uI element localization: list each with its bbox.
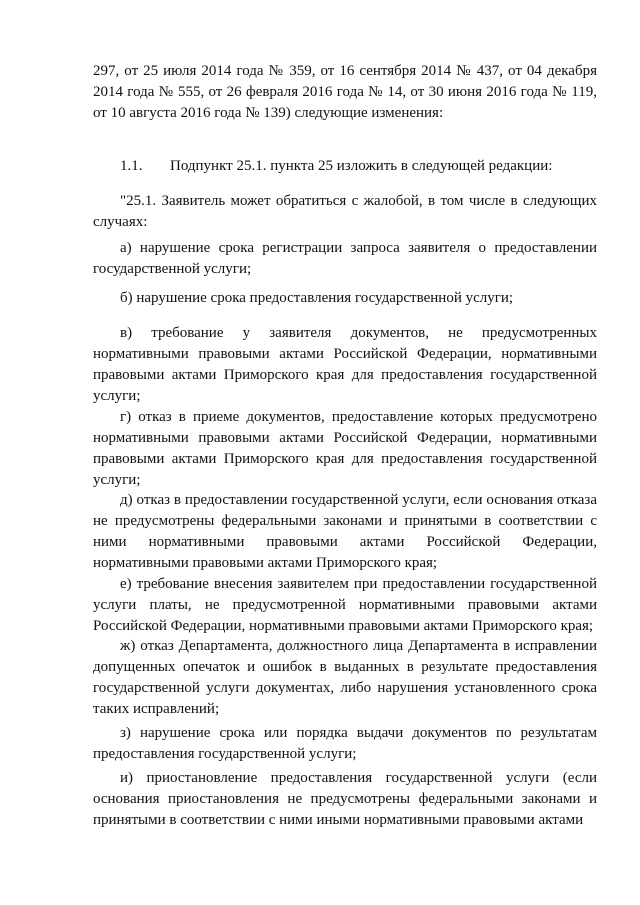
item-text: Подпункт 25.1. пункта 25 изложить в следующей редакции: — [170, 158, 553, 174]
case-z-paragraph: з) нарушение срока или порядка выдачи документов по результатам предоставления государственной услуги; — [93, 725, 597, 762]
case-v-paragraph: в) требование у заявителя документов, не предусмотренных нормативными правовыми актами Российской Федерации, нормативными правовыми актами Приморского края для предоставления государственной услуги; — [93, 325, 597, 404]
case-d-paragraph: д) отказ в предоставлении государственной услуги, если основания отказа не предусмотрены федеральными законами и принятыми в соответствии с ними нормативными правовыми актами Российской Федерации, нормативными правовыми актами Приморского края; — [93, 492, 597, 571]
quote-intro-paragraph: "25.1. Заявитель может обратиться с жалобой, в том числе в следующих случаях: — [93, 193, 597, 230]
case-g-paragraph: г) отказ в приеме документов, предоставление которых предусмотрено нормативными правовыми актами Российской Федерации, нормативными правовыми актами Приморского края для предоставления государственной услуги; — [93, 409, 597, 488]
case-e-paragraph: е) требование внесения заявителем при предоставлении государственной услуги платы, не предусмотренной нормативными правовыми актами Российской Федерации, нормативными правовыми актами Приморского края; — [93, 576, 597, 634]
intro-paragraph: 297, от 25 июля 2014 года № 359, от 16 сентября 2014 № 437, от 04 декабря 2014 года № 555, от 26 февраля 2016 года № 14, от 30 июня 2016 года № 119, от 10 августа 2016 года № 139) следующие изменения: — [93, 63, 597, 121]
case-zh-paragraph: ж) отказ Департамента, должностного лица Департамента в исправлении допущенных опечаток и ошибок в выданных в результате предоставления государственной услуги документах, либо нарушения установленного срока таких исправлений; — [93, 638, 597, 717]
case-a-paragraph: а) нарушение срока регистрации запроса заявителя о предоставлении государственной услуги; — [93, 240, 597, 277]
item-number: 1.1. — [120, 158, 143, 174]
case-b-paragraph: б) нарушение срока предоставления государственной услуги; — [120, 290, 514, 306]
case-i-paragraph: и) приостановление предоставления государственной услуги (если основания приостановления не предусмотрены федеральными законами и принятыми в соответствии с ними иными нормативными правовыми актами — [93, 770, 597, 828]
